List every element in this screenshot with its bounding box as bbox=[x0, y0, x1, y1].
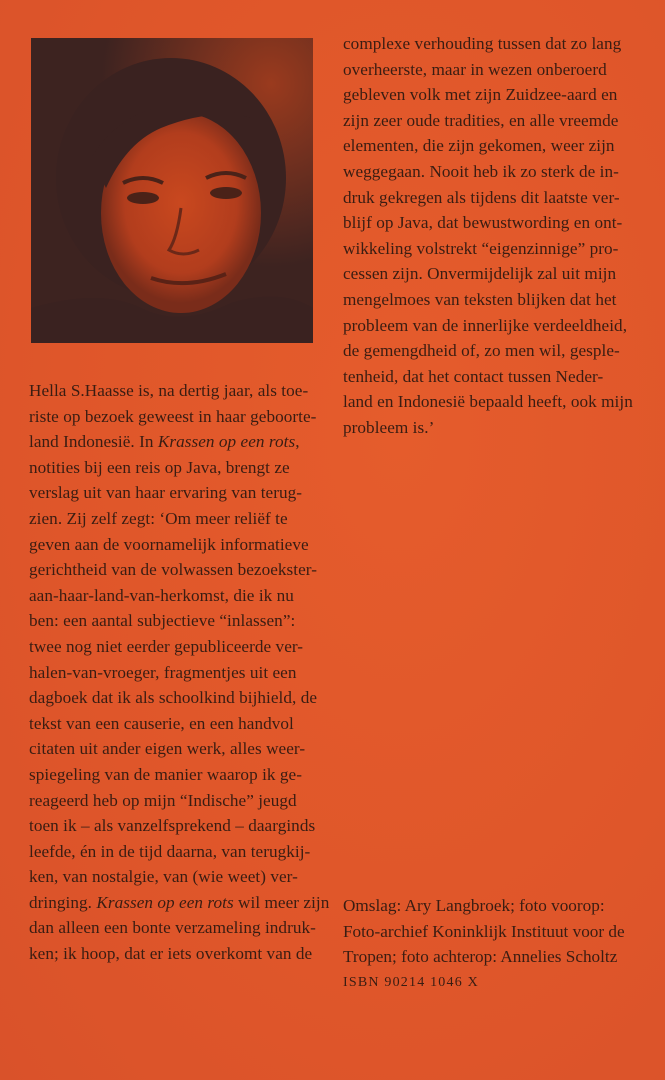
text-line: probleem van de innerlijke verdeeldheid, bbox=[343, 315, 628, 335]
text-line: de gemengdheid of, zo men wil, gesple- bbox=[343, 341, 620, 361]
blurb-text bbox=[29, 378, 330, 967]
text-line: ken, van nostalgie, van (wie weet) ver- bbox=[29, 867, 298, 887]
text-segment: , bbox=[295, 432, 300, 452]
text-line: overheerste, maar in wezen onberoerd bbox=[343, 59, 607, 79]
text-line: geven aan de voornamelijk informatieve bbox=[29, 534, 309, 554]
text-line: weggegaan. Nooit heb ik zo sterk de in- bbox=[343, 161, 619, 181]
text-line: leefde, én in de tijd daarna, van terugkij- bbox=[29, 841, 311, 861]
credit-line: Omslag: Ary Langbroek; foto voorop: bbox=[343, 896, 605, 915]
author-photo bbox=[31, 38, 313, 343]
text-line: dan alleen een bonte verzameling indruk- bbox=[29, 918, 316, 938]
text-line: twee nog niet eerder gepubliceerde ver- bbox=[29, 636, 304, 656]
text-line: tekst van een causerie, en een handvol bbox=[29, 713, 294, 733]
text-line: toen ik – als vanzelfsprekend – daarginds bbox=[29, 816, 316, 836]
blurb-continuation bbox=[343, 31, 643, 441]
text-line: blijf op Java, dat bewustwording en ont- bbox=[343, 213, 623, 233]
text-line: mengelmoes van teksten blijken dat het bbox=[343, 289, 617, 309]
text-segment: land Indonesië. In bbox=[29, 432, 158, 452]
credit-line: Foto-archief Koninklijk Instituut voor de bbox=[343, 921, 625, 941]
text-segment: wil meer zijn bbox=[233, 892, 330, 912]
text-line: wikkeling volstrekt “eigenzinnige” pro- bbox=[343, 238, 619, 258]
text-line: elementen, die zijn gekomen, weer zijn bbox=[343, 136, 615, 156]
text-line: notities bij een reis op Java, brengt ze bbox=[29, 457, 290, 477]
text-line: reageerd heb op mijn “Indische” jeugd bbox=[29, 790, 297, 810]
portrait-image bbox=[31, 38, 313, 343]
text-line: complexe verhouding tussen dat zo lang bbox=[343, 34, 622, 53]
text-line: verslag uit van haar ervaring van terug- bbox=[29, 483, 303, 503]
credit-line: Tropen; foto achterop: Annelies Scholtz bbox=[343, 947, 618, 967]
text-segment: dringing. bbox=[29, 892, 97, 912]
text-line: tenheid, dat het contact tussen Neder- bbox=[343, 366, 604, 386]
text-line: zien. Zij zelf zegt: ‘Om meer reliëf te bbox=[29, 508, 288, 528]
text-line: land en Indonesië bepaald heeft, ook mijn bbox=[343, 392, 633, 412]
text-line: druk gekregen als tijdens dit laatste ver- bbox=[343, 187, 620, 207]
isbn: ISBN 90214 1046 X bbox=[343, 974, 479, 990]
colophon bbox=[343, 893, 625, 995]
text-line: zijn zeer oude tradities, en alle vreemde bbox=[343, 110, 619, 130]
text-line bbox=[29, 429, 325, 455]
text-line: riste op bezoek geweest in haar geboorte- bbox=[29, 406, 317, 426]
text-line: probleem is.’ bbox=[343, 417, 435, 437]
text-line: gerichtheid van de volwassen bezoekster- bbox=[29, 560, 318, 580]
text-line bbox=[29, 890, 330, 916]
text-line: dagboek dat ik als schoolkind bijhield, de bbox=[29, 688, 318, 708]
text-line: spiegeling van de manier waarop ik ge- bbox=[29, 764, 302, 784]
book-title: Krassen op een rots bbox=[157, 432, 296, 452]
text-line: Hella S.Haasse is, na dertig jaar, als toe- bbox=[29, 381, 309, 400]
text-line: ben: een aantal subjectieve “inlassen”: bbox=[29, 611, 296, 631]
text-line: halen-van-vroeger, fragmentjes uit een bbox=[29, 662, 297, 682]
text-line: aan-haar-land-van-herkomst, die ik nu bbox=[29, 585, 294, 605]
text-line: cessen zijn. Onvermijdelijk zal uit mijn bbox=[343, 264, 617, 284]
book-title: Krassen op een rots bbox=[96, 892, 234, 912]
text-line: citaten uit ander eigen werk, alles weer- bbox=[29, 739, 306, 759]
text-line: ken; ik hoop, dat er iets overkomt van de bbox=[29, 944, 313, 964]
text-line: gebleven volk met zijn Zuidzee-aard en bbox=[343, 85, 618, 105]
